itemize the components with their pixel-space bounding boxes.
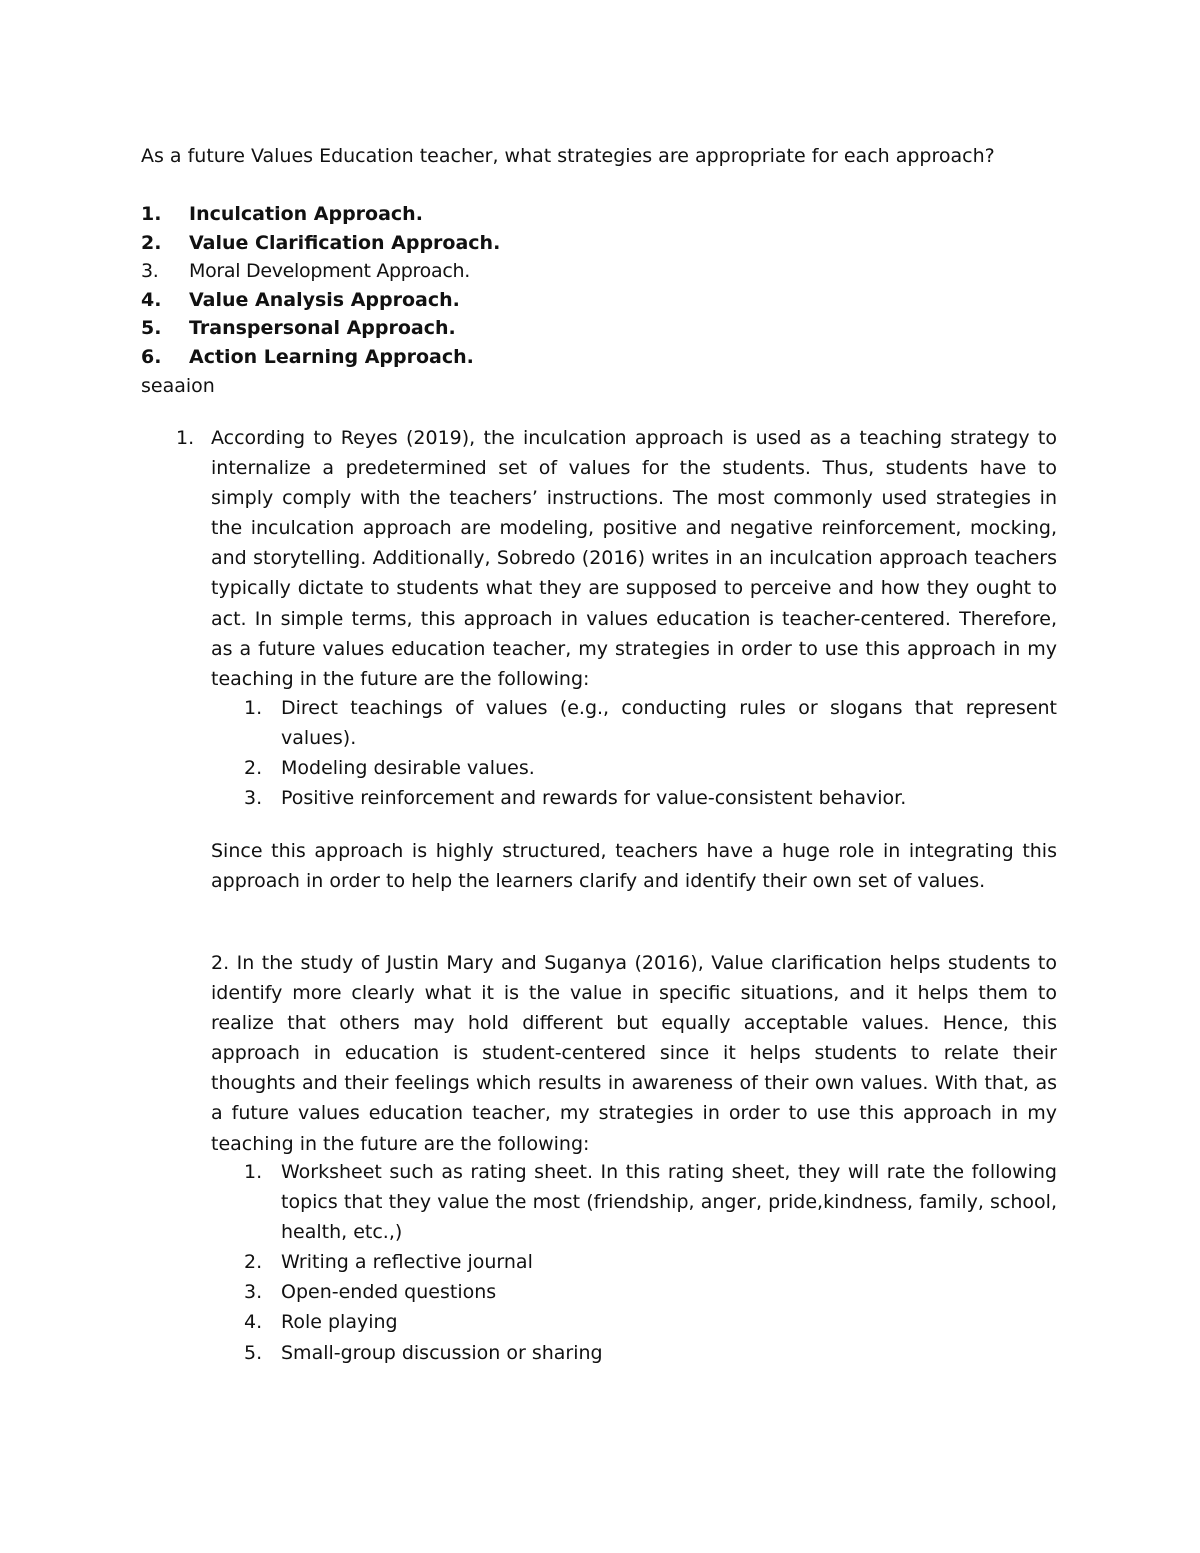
approaches-list — [141, 202, 500, 374]
strategy-number: 3. — [244, 1281, 263, 1304]
approach-number: 1. — [141, 203, 162, 225]
strategy-text: Worksheet such as rating sheet. In this rating sheet, they will rate the following topics that they value the most (friendship, anger, pride,kindness, family, school, health, etc.,) — [281, 1161, 1057, 1244]
approach-label: Transpersonal Approach. — [189, 317, 456, 340]
strategy-number: 2. — [244, 757, 263, 780]
section1-closing: Since this approach is highly structured, teachers have a huge role in integrating this approach in order to help the learners clarify and identify their own set of values. — [211, 840, 1057, 893]
approach-label: Moral Development Approach. — [189, 260, 470, 283]
approach-number: 3. — [141, 260, 159, 283]
approach-label: Value Clarification Approach. — [189, 231, 501, 254]
strategy-number: 5. — [244, 1341, 263, 1364]
approach-item — [141, 231, 500, 260]
approach-number: 6. — [141, 345, 162, 368]
section1-strategies — [244, 693, 1057, 813]
strategy-item — [244, 1157, 1057, 1247]
strategy-item — [244, 1338, 1057, 1368]
approach-number: 2. — [141, 231, 162, 254]
strategy-item — [244, 1247, 1057, 1277]
approach-label: Inculcation Approach. — [189, 203, 423, 225]
approach-item — [141, 288, 500, 317]
approach-number: 4. — [141, 288, 162, 311]
strategy-item — [244, 693, 1057, 753]
strategy-item — [244, 753, 1057, 783]
approach-number: 5. — [141, 317, 162, 340]
strategy-item — [244, 783, 1057, 813]
approach-item — [141, 316, 500, 345]
strategy-text: Role playing — [281, 1311, 398, 1334]
strategy-number: 2. — [244, 1251, 263, 1274]
approach-item — [141, 202, 500, 231]
strategy-text: Modeling desirable values. — [281, 757, 535, 780]
strategy-text: Positive reinforcement and rewards for value-consistent behavior. — [281, 787, 907, 810]
strategy-number: 1. — [244, 697, 263, 719]
strategy-text: Small-group discussion or sharing — [281, 1341, 603, 1364]
strategy-text: Open-ended questions — [281, 1281, 497, 1304]
strategy-number: 3. — [244, 787, 263, 810]
strategy-number: 4. — [244, 1311, 263, 1334]
approach-item — [141, 259, 500, 288]
question-heading: As a future Values Education teacher, what strategies are appropriate for each approach? — [141, 145, 995, 167]
section1-number: 1. — [176, 427, 195, 449]
strategy-text: Writing a reflective journal — [281, 1251, 533, 1274]
approach-item — [141, 345, 500, 374]
section1-paragraph: According to Reyes (2019), the inculcation approach is used as a teaching strategy to internalize a predetermined set of values for the students. Thus, students have to simply comply with the teachers’ instructions. The most commonly used strategies in the inculcation approach are modeling, positive and negative reinforcement, mocking, and storytelling. Additionally, Sobredo (2016) writes in an inculcation approach teachers typically dictate to students what they are supposed to perceive and how they ought to act. In simple terms, this approach in values education is teacher-centered. Therefore, as a future values education teacher, my strategies in order to use this approach in my teaching in the future are the following: — [211, 427, 1057, 690]
strategy-number: 1. — [244, 1161, 263, 1183]
strategy-text: Direct teachings of values (e.g., conducting rules or slogans that represent values). — [281, 697, 1057, 750]
strategy-item — [244, 1277, 1057, 1307]
stray-text: seaaion — [141, 375, 215, 397]
section2-strategies — [244, 1157, 1057, 1368]
section2-paragraph: 2. In the study of Justin Mary and Suganya (2016), Value clarification helps students to identify more clearly what it is the value in specific situations, and it helps them to realize that others may hold different but equally acceptable values. Hence, this approach in education is student-centered since it helps students to relate their thoughts and their feelings which results in awareness of their own values. With that, as a future values education teacher, my strategies in order to use this approach in my teaching in the future are the following: — [211, 952, 1057, 1155]
approach-label: Action Learning Approach. — [189, 345, 474, 368]
approach-label: Value Analysis Approach. — [189, 288, 460, 311]
strategy-item — [244, 1307, 1057, 1337]
